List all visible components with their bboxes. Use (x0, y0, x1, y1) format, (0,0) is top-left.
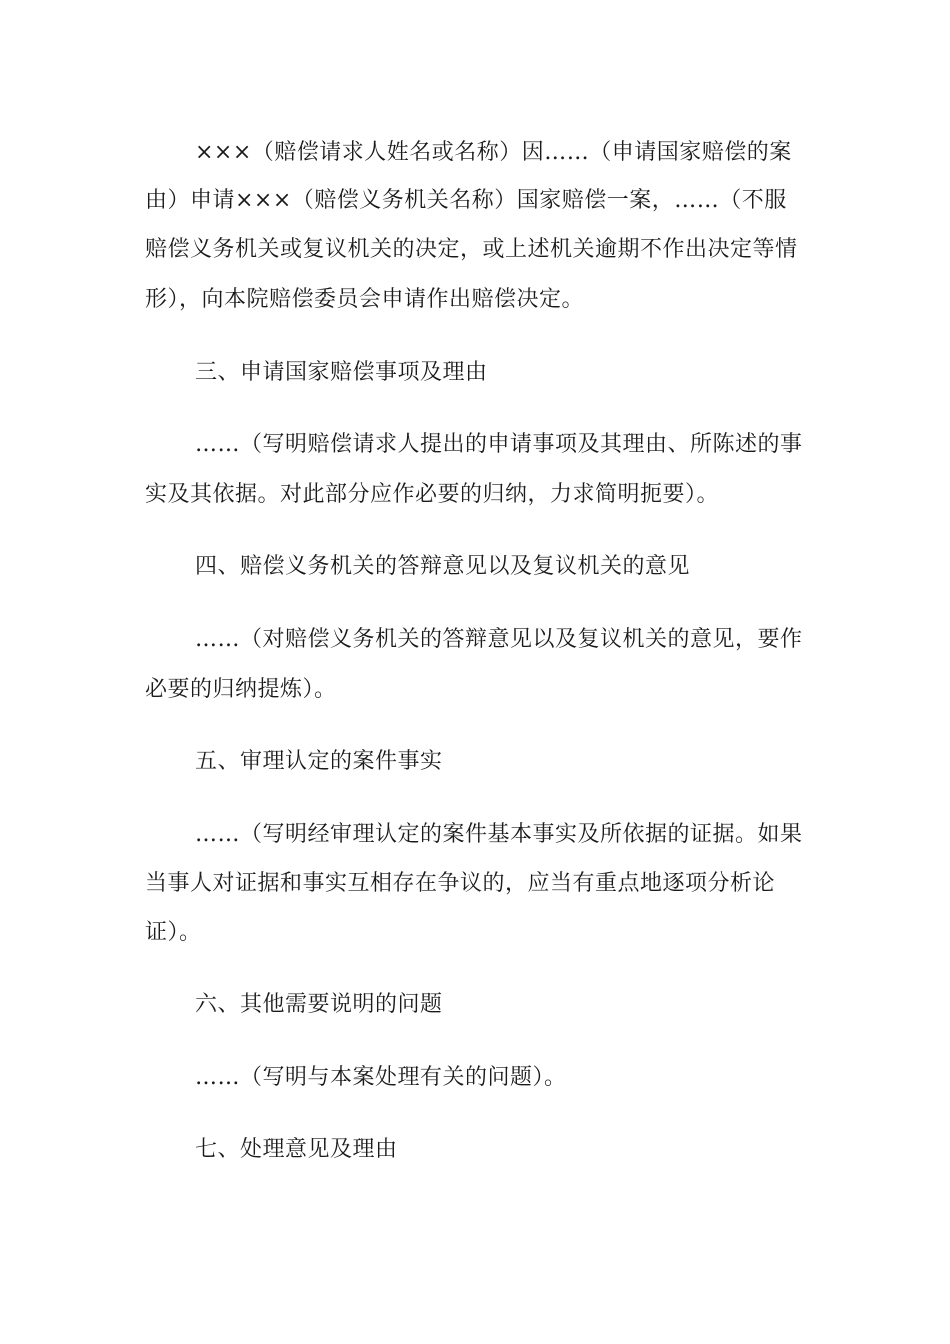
section-heading-7: 七、处理意见及理由 (195, 1137, 398, 1162)
section-6-body-line-1: ……（写明与本案处理有关的问题）。 (195, 1065, 567, 1090)
section-3-body-line-1: ……（写明赔偿请求人提出的申请事项及其理由、所陈述的事 (195, 432, 803, 457)
section-3-body-line-2: 实及其依据。对此部分应作必要的归纳，力求简明扼要）。 (145, 482, 720, 507)
section-heading-3: 三、申请国家赔偿事项及理由 (195, 360, 488, 385)
section-heading-5: 五、审理认定的案件事实 (195, 749, 443, 774)
paragraph-case-origin-line-4: 形），向本院赔偿委员会申请作出赔偿决定。 (145, 287, 585, 312)
section-4-body-line-1: ……（对赔偿义务机关的答辩意见以及复议机关的意见，要作 (195, 627, 803, 652)
section-heading-6: 六、其他需要说明的问题 (195, 992, 443, 1017)
paragraph-case-origin-line-3: 赔偿义务机关或复议机关的决定，或上述机关逾期不作出决定等情 (145, 237, 798, 262)
section-5-body-line-2: 当事人对证据和事实互相存在争议的，应当有重点地逐项分析论 (145, 871, 776, 896)
section-heading-4: 四、赔偿义务机关的答辩意见以及复议机关的意见 (195, 554, 691, 579)
paragraph-case-origin-line-2: 由）申请×××（赔偿义务机关名称）国家赔偿一案，……（不服 (145, 188, 787, 213)
section-5-body-line-3: 证）。 (145, 920, 202, 945)
section-5-body-line-1: ……（写明经审理认定的案件基本事实及所依据的证据。如果 (195, 822, 803, 847)
section-4-body-line-2: 必要的归纳提炼）。 (145, 677, 337, 702)
paragraph-case-origin-line-1: ×××（赔偿请求人姓名或名称）因……（申请国家赔偿的案 (195, 140, 792, 165)
